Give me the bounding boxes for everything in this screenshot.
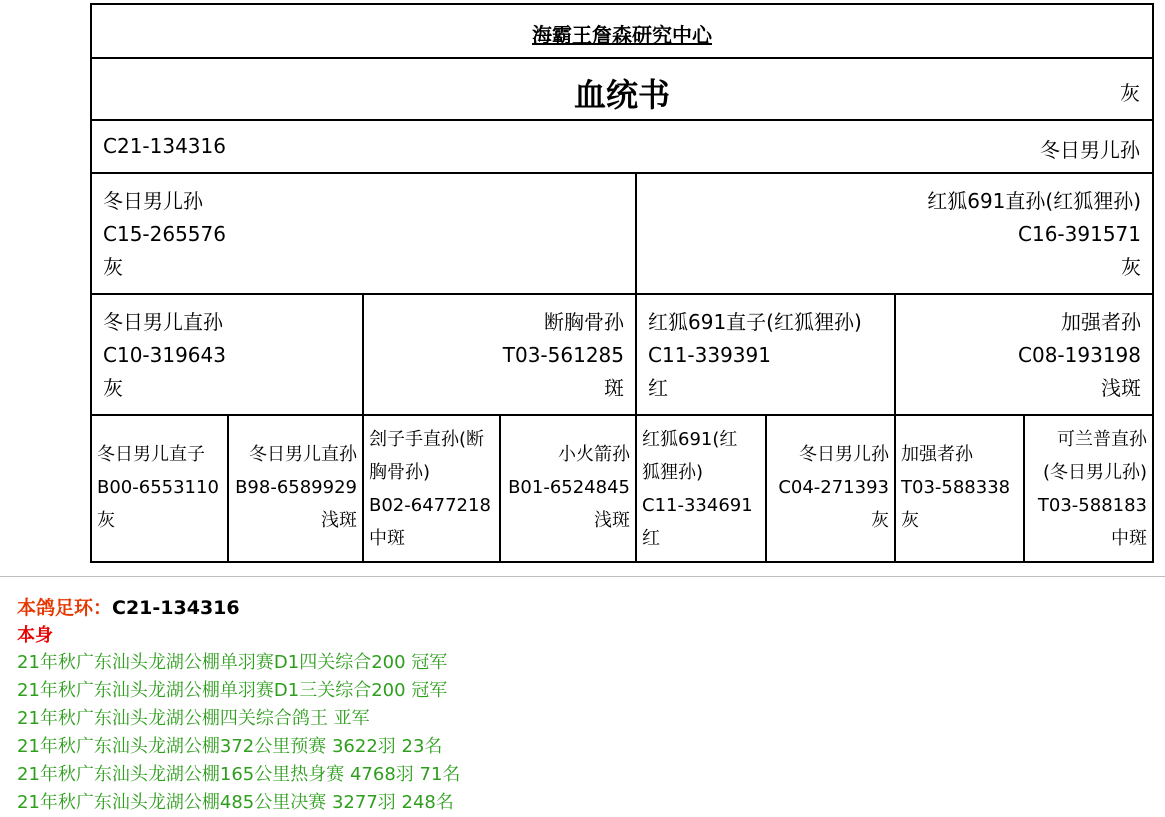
grandparent-color: 红 [648,376,668,400]
great-grandparent-name-cont: 狐狸孙) [642,462,704,483]
great-grandparent-name: 可兰普直孙 [1057,429,1147,450]
pigeon-ring: C21-134316 [103,134,226,158]
race-info [17,593,460,817]
dam-ring: C16-391571 [1018,222,1141,246]
great-grandparent-name: 冬日男儿直孙 [249,444,357,465]
race-result: 21年秋广东汕头龙湖公棚单羽赛D1三关综合200 冠军 [17,680,448,701]
great-grandparent-cell [1025,416,1152,563]
great-grandparent-ring: B02-6477218 [369,495,491,516]
great-grandparent-name: 冬日男儿直子 [97,444,205,465]
great-grandparent-name: 加强者孙 [901,444,973,465]
sire-name: 冬日男儿孙 [103,189,203,213]
great-grandparent-color: 灰 [871,510,889,531]
great-grandparent-ring: T03-588183 [1037,495,1147,516]
grandparent-ring: C10-319643 [103,343,226,367]
race-result: 21年秋广东汕头龙湖公棚485公里决赛 3277羽 248名 [17,792,454,813]
great-grandparent-name-cont: (冬日男儿孙) [1042,462,1147,483]
parents-row [92,174,1152,295]
great-grandparent-color: 中斑 [369,528,405,549]
race-result: 21年秋广东汕头龙湖公棚四关综合鸽王 亚军 [17,708,370,729]
sire-color: 灰 [103,255,123,279]
grandparent-name: 冬日男儿直孙 [103,310,223,334]
ring-line [17,593,460,623]
dam-cell [637,174,1152,293]
ring-value: C21-134316 [112,597,240,619]
great-grandparent-ring: B00-6553110 [97,477,219,498]
great-grandparent-cell [92,416,229,563]
great-grandparent-name: 冬日男儿孙 [799,444,889,465]
grandparent-name: 加强者孙 [1061,310,1141,334]
self-label: 本身 [17,625,53,646]
great-grandparent-color: 红 [642,528,660,549]
great-grandparent-name: 红狐691(红 [642,429,738,450]
grandparent-ring: C11-339391 [648,343,771,367]
dam-name: 红狐691直孙(红狐狸孙) [927,189,1141,213]
race-result: 21年秋广东汕头龙湖公棚单羽赛D1四关综合200 冠军 [17,652,448,673]
great-grandparent-color: 灰 [901,510,919,531]
great-grandparent-color: 中斑 [1111,528,1147,549]
title-row [92,59,1152,121]
dam-color: 灰 [1121,255,1141,279]
great-grandparent-ring: B98-6589929 [235,477,357,498]
grandparent-name: 红狐691直子(红狐狸孙) [648,310,862,334]
grandparent-cell [896,295,1152,414]
grandparent-color: 斑 [604,376,624,400]
org-row [92,5,1152,59]
great-grandparent-cell [501,416,637,563]
grandparent-color: 灰 [103,376,123,400]
great-grandparent-ring: B01-6524845 [508,477,630,498]
great-grandparent-ring: T03-588338 [901,477,1011,498]
grandparent-cell [637,295,896,414]
grandparent-ring: C08-193198 [1018,343,1141,367]
ring-row [92,121,1152,174]
document-title: 血统书 [573,76,670,114]
ring-label: 本鸽足环： [17,597,113,619]
great-grandparent-name-cont: 胸骨孙) [369,462,431,483]
section-divider [0,576,1165,577]
grandparent-name: 断胸骨孙 [544,310,624,334]
great-grandparents-row [92,416,1152,563]
great-grandparent-cell [896,416,1025,563]
great-grandparent-cell [767,416,896,563]
great-grandparent-name: 小火箭孙 [558,444,630,465]
great-grandparent-cell [637,416,767,563]
pigeon-name: 冬日男儿孙 [1040,138,1140,162]
grandparent-ring: T03-561285 [502,343,624,367]
great-grandparent-cell [364,416,501,563]
race-result: 21年秋广东汕头龙湖公棚165公里热身赛 4768羽 71名 [17,764,461,785]
grandparent-cell [364,295,637,414]
grandparents-row [92,295,1152,416]
sire-cell [92,174,637,293]
pedigree-table [90,3,1154,563]
grandparent-cell [92,295,364,414]
great-grandparent-color: 浅斑 [594,510,630,531]
great-grandparent-color: 灰 [97,510,115,531]
org-name: 海霸王詹森研究中心 [532,23,712,47]
great-grandparent-ring: C04-271393 [778,477,889,498]
great-grandparent-color: 浅斑 [321,510,357,531]
sire-ring: C15-265576 [103,222,226,246]
great-grandparent-name: 刽子手直孙(断 [369,429,485,450]
great-grandparent-ring: C11-334691 [642,495,753,516]
great-grandparent-cell [229,416,364,563]
grandparent-color: 浅斑 [1101,376,1141,400]
pigeon-color: 灰 [1120,81,1140,105]
race-result: 21年秋广东汕头龙湖公棚372公里预赛 3622羽 23名 [17,736,443,757]
